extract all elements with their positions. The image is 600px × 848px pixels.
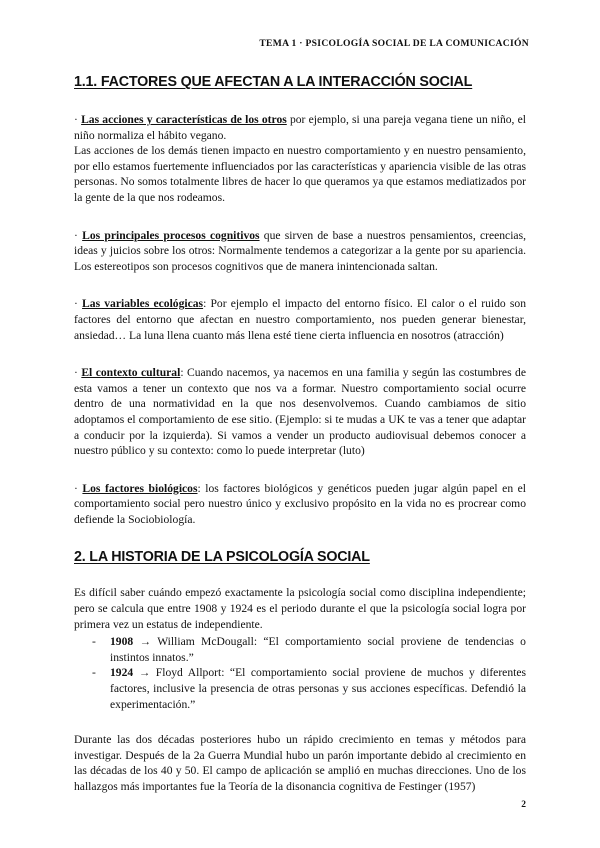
arrow-glyph: →: [133, 666, 156, 680]
factor-term: Las variables ecológicas: [82, 297, 204, 311]
timeline-list: [74, 634, 526, 712]
factor-term: Las acciones y características de los otros: [81, 113, 287, 126]
factor-paragraph: [74, 228, 526, 275]
timeline-text: William McDougall: “El comportamiento social proviene de tendencias o instintos innatos.”: [110, 635, 526, 664]
bullet-dot: ·: [74, 481, 78, 495]
factor-item-variables-ecologicas: [74, 296, 526, 343]
factor-paragraph: [74, 481, 526, 528]
page-number: 2: [521, 800, 526, 810]
factor-text: : los factores biológicos y genéticos pueden jugar algún papel en el comportamiento social pero nuestro único y exclusivo propósito en la vida no es procrear como defiende la Sociobiología.: [74, 481, 526, 526]
section-heading-factores: 1.1. FACTORES QUE AFECTAN A LA INTERACCIÓN SOCIAL: [74, 74, 473, 90]
arrow-glyph: →: [133, 635, 158, 649]
timeline-item-1924: [92, 665, 526, 712]
bullet-dot: ·: [74, 297, 78, 311]
factor-paragraph: [74, 112, 526, 143]
timeline-year: 1908: [110, 635, 134, 649]
timeline-year: 1924: [110, 666, 134, 680]
factor-text: : Cuando nacemos, ya nacemos en una familia y según las costumbres de esta vamos a tener un contexto que nos va a formar. Nuestro comportamiento social ocurre dentro de una normatividad en la que nos desenvolvemos. Cuando cambiamos de sitio adoptamos el comportamiento de ese sitio. (Ejemplo: si te mudas a UK te vas a tener que adaptar a conducir por la izquierda). Si vamos a vender un producto audiovisual debemos conocer a nuestro público y su contexto: como lo puede interpretar (luto): [74, 366, 526, 458]
historia-closing-paragraph: Durante las dos décadas posteriores hubo un rápido crecimiento en temas y métodos para investigar. Después de la 2a Guerra Mundial hubo un parón importante debido al crecimiento en las décadas de los 40 y 50. El campo de aplicación se amplió en muchas direcciones. Uno de los hallazgos más importantes fue la Teoría de la disonancia cognitiva de Festinger (1957): [74, 733, 526, 793]
factor-paragraph: [74, 365, 526, 459]
page-body: [74, 68, 526, 795]
factor-text: por ejemplo, si una pareja vegana tiene un niño, el niño normaliza el hábito vegano.: [74, 113, 526, 142]
factor-item-procesos-cognitivos: [74, 228, 526, 275]
historia-intro-paragraph: Es difícil saber cuándo empezó exactamente la psicología social como disciplina independiente; pero se calcula que entre 1908 y 1924 es el periodo durante el que la psicología social logra por primera vez un estatus de independiente.: [74, 586, 526, 631]
dash-bullet: -: [92, 666, 96, 680]
factor-item-acciones: [74, 112, 526, 206]
running-header: TEMA 1 · PSICOLOGÍA SOCIAL DE LA COMUNICACIÓN: [259, 38, 529, 49]
bullet-dot: ·: [74, 366, 78, 380]
factor-text: : Por ejemplo el impacto del entorno físico. El calor o el ruido son factores del entorno que afectan en nuestro comportamiento, nos pueden generar bienestar, ansiedad… La luna llena cuanto más llena esté tiene cierta influencia en nosotros (atracción): [74, 297, 526, 342]
section-historia: [74, 549, 526, 794]
factor-term: Los factores biológicos: [82, 481, 198, 495]
factor-item-factores-biologicos: [74, 481, 526, 528]
factor-term: Los principales procesos cognitivos: [82, 228, 260, 242]
dash-bullet: -: [92, 635, 96, 649]
section-heading-historia: 2. LA HISTORIA DE LA PSICOLOGÍA SOCIAL: [74, 549, 370, 566]
factor-term: El contexto cultural: [81, 366, 181, 380]
factor-text: que sirven de base a nuestros pensamientos, creencias, ideas y juicios sobre los otros: Normalmente tendemos a categorizar a la gente por su apariencia. Los estereotipos son procesos cognitivos que de manera inintencionada saltan.: [74, 228, 526, 273]
factor-extra-paragraph: Las acciones de los demás tienen impacto en nuestro comportamiento y en nuestro pensamiento, por ello estamos fuertemente influenciados por las características y apariencia visible de las otras personas. No somos totalmente libres de hacer lo que queramos ya que estamos mediatizados por la gente de la que nos rodeamos.: [74, 144, 526, 204]
bullet-dot: ·: [74, 113, 78, 126]
factor-paragraph: [74, 296, 526, 343]
bullet-dot: ·: [74, 228, 78, 242]
factor-item-contexto-cultural: [74, 365, 526, 459]
timeline-text: Floyd Allport: “El comportamiento social proviene de muchos y diferentes factores, inclusive la presencia de otras personas y sus acciones específicas. Defendió la experimentación.”: [110, 666, 527, 711]
timeline-item-1908: [92, 634, 526, 665]
